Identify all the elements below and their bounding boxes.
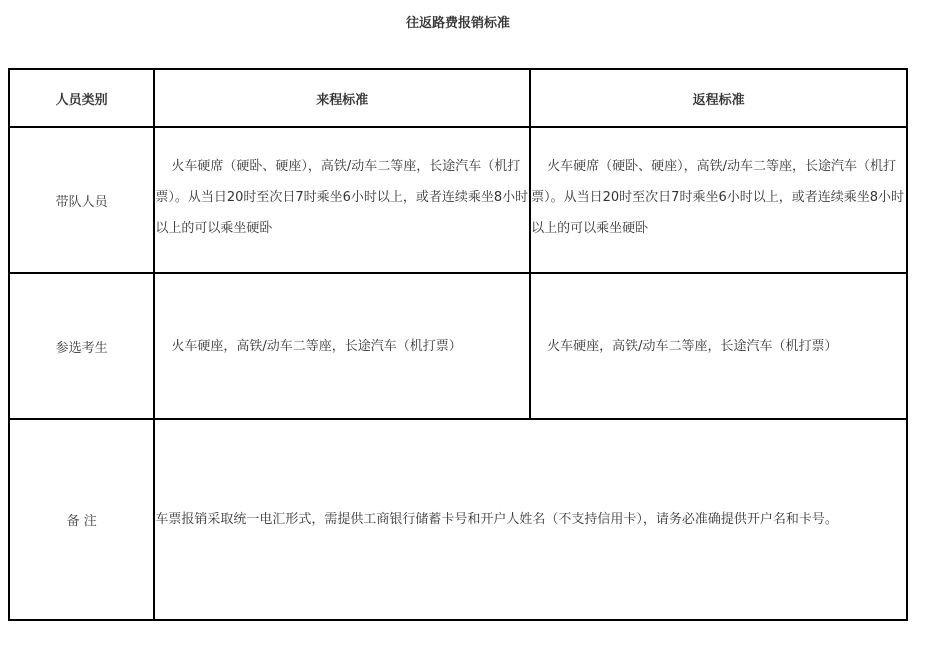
note-category: 备 注 xyxy=(9,419,154,620)
note-text: 车票报销采取统一电汇形式，需提供工商银行储蓄卡号和开户人姓名（不支持信用卡），请务必准确提供开户名和卡号。 xyxy=(154,419,907,620)
row-outbound-text: 火车硬席（硬卧、硬座），高铁/动车二等座，长途汽车（机打票）。从当日20时至次日7时乘坐6小时以上，或者连续乘坐8小时以上的可以乘坐硬卧 xyxy=(155,158,529,236)
table-row-note xyxy=(9,419,907,620)
header-return: 返程标准 xyxy=(530,69,907,127)
row-category: 带队人员 xyxy=(9,127,154,273)
table-row xyxy=(9,273,907,419)
header-outbound: 来程标准 xyxy=(154,69,530,127)
row-outbound-cell xyxy=(154,273,530,419)
reimbursement-table xyxy=(8,68,908,621)
row-return-text: 火车硬席（硬卧、硬座），高铁/动车二等座，长途汽车（机打票）。从当日20时至次日7时乘坐6小时以上，或者连续乘坐8小时以上的可以乘坐硬卧 xyxy=(531,158,904,236)
row-category: 参选考生 xyxy=(9,273,154,419)
row-outbound-cell xyxy=(154,127,530,273)
row-return-cell xyxy=(530,273,907,419)
table-header-row xyxy=(9,69,907,127)
row-return-cell xyxy=(530,127,907,273)
row-outbound-text: 火车硬座，高铁/动车二等座，长途汽车（机打票） xyxy=(171,338,462,354)
header-category: 人员类别 xyxy=(9,69,154,127)
row-return-text: 火车硬座，高铁/动车二等座，长途汽车（机打票） xyxy=(547,338,838,354)
table-row xyxy=(9,127,907,273)
page-title: 往返路费报销标准 xyxy=(405,16,510,31)
